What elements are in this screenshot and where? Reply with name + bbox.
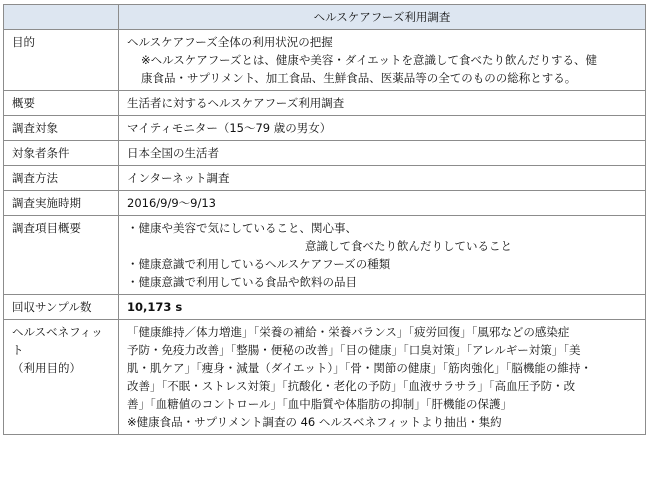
label-condition: 対象者条件 — [4, 141, 119, 166]
table-header-row — [4, 5, 646, 30]
items-line-4: ・健康意識で利用している食品や飲料の品目 — [127, 275, 357, 289]
label-overview: 概要 — [4, 91, 119, 116]
purpose-line-3: 康食品・サプリメント、加工食品、生鮮食品、医薬品等の全てのものの総称とする。 — [141, 71, 577, 85]
row-method — [4, 166, 646, 191]
value-condition: 日本全国の生活者 — [119, 141, 646, 166]
row-benefit — [4, 320, 646, 435]
items-line-3: ・健康意識で利用しているヘルスケアフーズの種類 — [127, 257, 391, 271]
label-purpose: 目的 — [4, 30, 119, 91]
row-period — [4, 191, 646, 216]
survey-table — [3, 4, 646, 435]
benefit-line-2: 予防・免疫力改善」「整腸・便秘の改善」「目の健康」「口臭対策」「アレルギー対策」「美 — [127, 343, 581, 357]
benefit-line-3: 肌・肌ケア」「痩身・減量（ダイエット）」「骨・関節の健康」「筋肉強化」「脳機能の維持・ — [127, 361, 592, 375]
benefit-line-5: 善」「血糖値のコントロール」「血中脂質や体脂肪の抑制」「肝機能の保護」 — [127, 397, 513, 411]
benefit-label-line-3: （利用目的） — [12, 361, 81, 375]
row-overview — [4, 91, 646, 116]
value-period: 2016/9/9〜9/13 — [119, 191, 646, 216]
benefit-label-line-1: ヘルスベネフィッ — [12, 325, 103, 339]
benefit-line-6: ※健康食品・サプリメント調査の 46 ヘルスベネフィットより抽出・集約 — [127, 415, 502, 429]
benefit-line-4: 改善」「不眠・ストレス対策」「抗酸化・老化の予防」「血液サラサラ」「高血圧予防・改 — [127, 379, 576, 393]
row-samples — [4, 295, 646, 320]
row-target — [4, 116, 646, 141]
table-title: ヘルスケアフーズ利用調査 — [119, 5, 646, 30]
value-samples: 10,173 s — [119, 295, 646, 320]
row-condition — [4, 141, 646, 166]
label-target: 調査対象 — [4, 116, 119, 141]
purpose-line-1: ヘルスケアフーズ全体の利用状況の把握 — [127, 35, 333, 49]
value-method: インターネット調査 — [119, 166, 646, 191]
value-target: マイティモニター（15〜79 歳の男女） — [119, 116, 646, 141]
header-blank-cell — [4, 5, 119, 30]
row-purpose — [4, 30, 646, 91]
label-method: 調査方法 — [4, 166, 119, 191]
benefit-line-1: 「健康維持／体力増進」「栄養の補給・栄養バランス」「疲労回復」「風邪などの感染症 — [127, 325, 570, 339]
label-benefit — [4, 320, 119, 435]
items-line-2: 意識して食べたり飲んだりしていること — [305, 239, 512, 253]
label-period: 調査実施時期 — [4, 191, 119, 216]
purpose-line-2: ※ヘルスケアフーズとは、健康や美容・ダイエットを意識して食べたり飲んだりする、健 — [141, 53, 597, 67]
label-samples: 回収サンプル数 — [4, 295, 119, 320]
value-items — [119, 216, 646, 295]
value-benefit — [119, 320, 646, 435]
row-items — [4, 216, 646, 295]
survey-summary — [3, 4, 646, 435]
label-items: 調査項目概要 — [4, 216, 119, 295]
value-overview: 生活者に対するヘルスケアフーズ利用調査 — [119, 91, 646, 116]
benefit-label-line-2: ト — [12, 343, 24, 357]
value-purpose — [119, 30, 646, 91]
items-line-1: ・健康や美容で気にしていること、関心事、 — [127, 221, 357, 235]
